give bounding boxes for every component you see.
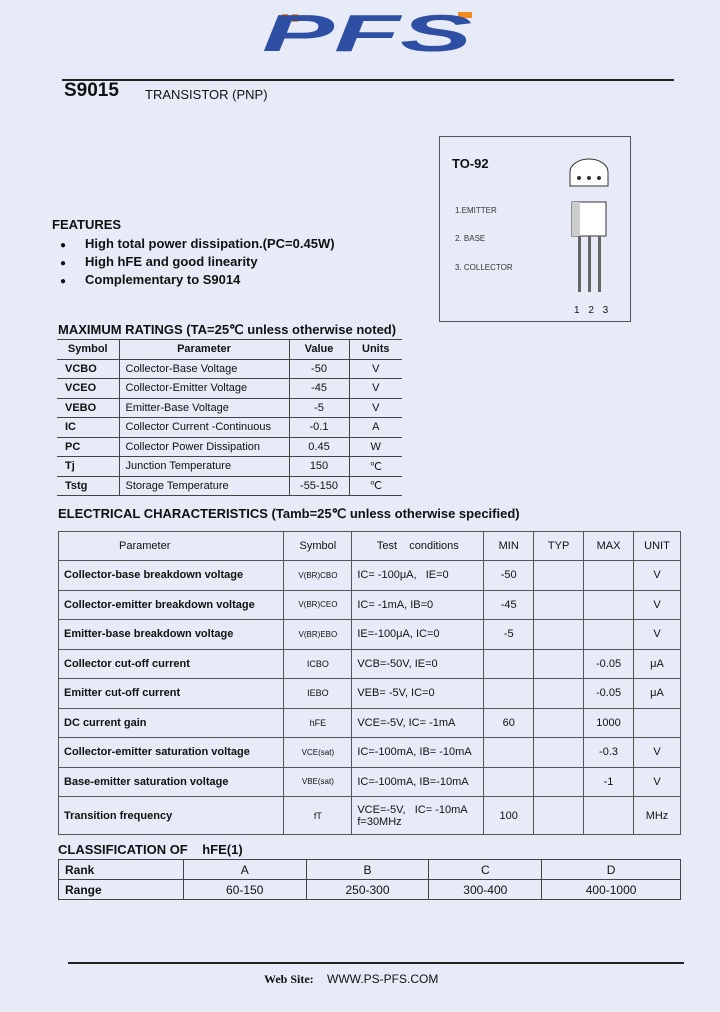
header-rule — [62, 79, 674, 81]
pin-label-emitter: 1.EMITTER — [455, 206, 497, 215]
feature-text: High hFE and good linearity — [85, 254, 258, 269]
pfs-logo — [262, 8, 482, 56]
col-header: Parameter — [59, 532, 284, 561]
col-header: Parameter — [119, 340, 289, 360]
feature-text: Complementary to S9014 — [85, 272, 241, 287]
max-ratings-header-row — [57, 340, 402, 360]
to92-package-drawing — [566, 158, 612, 298]
feature-text: High total power dissipation.(PC=0.45W) — [85, 236, 335, 251]
feature-item: ● High hFE and good linearity — [60, 254, 258, 269]
table-row: Collector-base breakdown voltage V(BR)CBO IC= -100μA, IE=0 -50 V — [59, 561, 681, 591]
features-title: FEATURES — [52, 217, 122, 232]
electrical-table — [58, 531, 681, 835]
classification-label: CLASSIFICATION OF — [58, 842, 188, 857]
condition-line: VCE=-5V, IC= -10mA — [357, 803, 468, 816]
table-row: VCBO Collector-Base Voltage -50 V — [57, 359, 402, 379]
table-row: Transition frequency fT VCE=-5V, IC= -10mA f=30MHz 100 MHz — [59, 797, 681, 835]
col-header: TYP — [534, 532, 584, 561]
max-ratings-title: MAXIMUM RATINGS (TA=25℃ unless otherwise noted) — [58, 322, 397, 337]
table-row: VEBO Emitter-Base Voltage -5 V — [57, 398, 402, 418]
footer-website — [264, 972, 438, 987]
table-row: Tstg Storage Temperature -55-150 ℃ — [57, 476, 402, 496]
table-row: Base-emitter saturation voltage VBE(sat) IC=-100mA, IB=-10mA -1 V — [59, 767, 681, 797]
col-header: Symbol — [284, 532, 352, 561]
table-row: Range 60-150 250-300 300-400 400-1000 — [59, 880, 681, 900]
col-header: UNIT — [634, 532, 681, 561]
footer-rule — [68, 962, 684, 964]
package-title: TO-92 — [452, 156, 489, 171]
col-header: Symbol — [57, 340, 119, 360]
col-header: MIN — [484, 532, 534, 561]
pin-label-base: 2. BASE — [455, 234, 486, 243]
classification-title — [58, 842, 243, 857]
electrical-header-row — [59, 532, 681, 561]
feature-item: ● Complementary to S9014 — [60, 272, 241, 287]
table-row: Tj Junction Temperature 150 ℃ — [57, 457, 402, 477]
part-number: S9015 — [64, 80, 119, 101]
table-row: Rank A B C D — [59, 860, 681, 880]
max-ratings-table — [57, 339, 402, 496]
electrical-title: ELECTRICAL CHARACTERISTICS (Tamb=25℃ unless otherwise specified) — [58, 506, 520, 521]
website-url[interactable]: WWW.PS-PFS.COM — [327, 972, 439, 986]
condition-line: f=30MHz — [357, 815, 402, 828]
pin-numbers: 1 2 3 — [574, 305, 612, 316]
table-row: Collector-emitter breakdown voltage V(BR)CEO IC= -1mA, IB=0 -45 V — [59, 590, 681, 620]
col-header: Value — [289, 340, 349, 360]
col-header: Test conditions — [352, 532, 484, 561]
table-row: Collector cut-off current ICBO VCB=-50V, IE=0 -0.05 μA — [59, 649, 681, 679]
col-header: Units — [349, 340, 402, 360]
pin-label-collector: 3. COLLECTOR — [455, 263, 513, 272]
table-row: PC Collector Power Dissipation 0.45 W — [57, 437, 402, 457]
table-row: IC Collector Current -Continuous -0.1 A — [57, 418, 402, 438]
logo-text: PFS — [262, 8, 473, 56]
table-row: DC current gain hFE VCE=-5V, IC= -1mA 60 1000 — [59, 708, 681, 738]
website-label: Web Site: — [264, 972, 314, 986]
table-row: VCEO Collector-Emitter Voltage -45 V — [57, 379, 402, 399]
classification-symbol: hFE(1) — [202, 842, 243, 857]
table-row: Emitter-base breakdown voltage V(BR)EBO IE=-100μA, IC=0 -5 V — [59, 620, 681, 650]
table-row: Collector-emitter saturation voltage VCE(sat) IC=-100mA, IB= -10mA -0.3 V — [59, 738, 681, 768]
classification-table — [58, 859, 681, 900]
feature-item: ● High total power dissipation.(PC=0.45W) — [60, 236, 335, 251]
col-header: MAX — [584, 532, 634, 561]
table-row: Emitter cut-off current IEBO VEB= -5V, IC=0 -0.05 μA — [59, 679, 681, 709]
part-type: TRANSISTOR (PNP) — [145, 87, 268, 102]
